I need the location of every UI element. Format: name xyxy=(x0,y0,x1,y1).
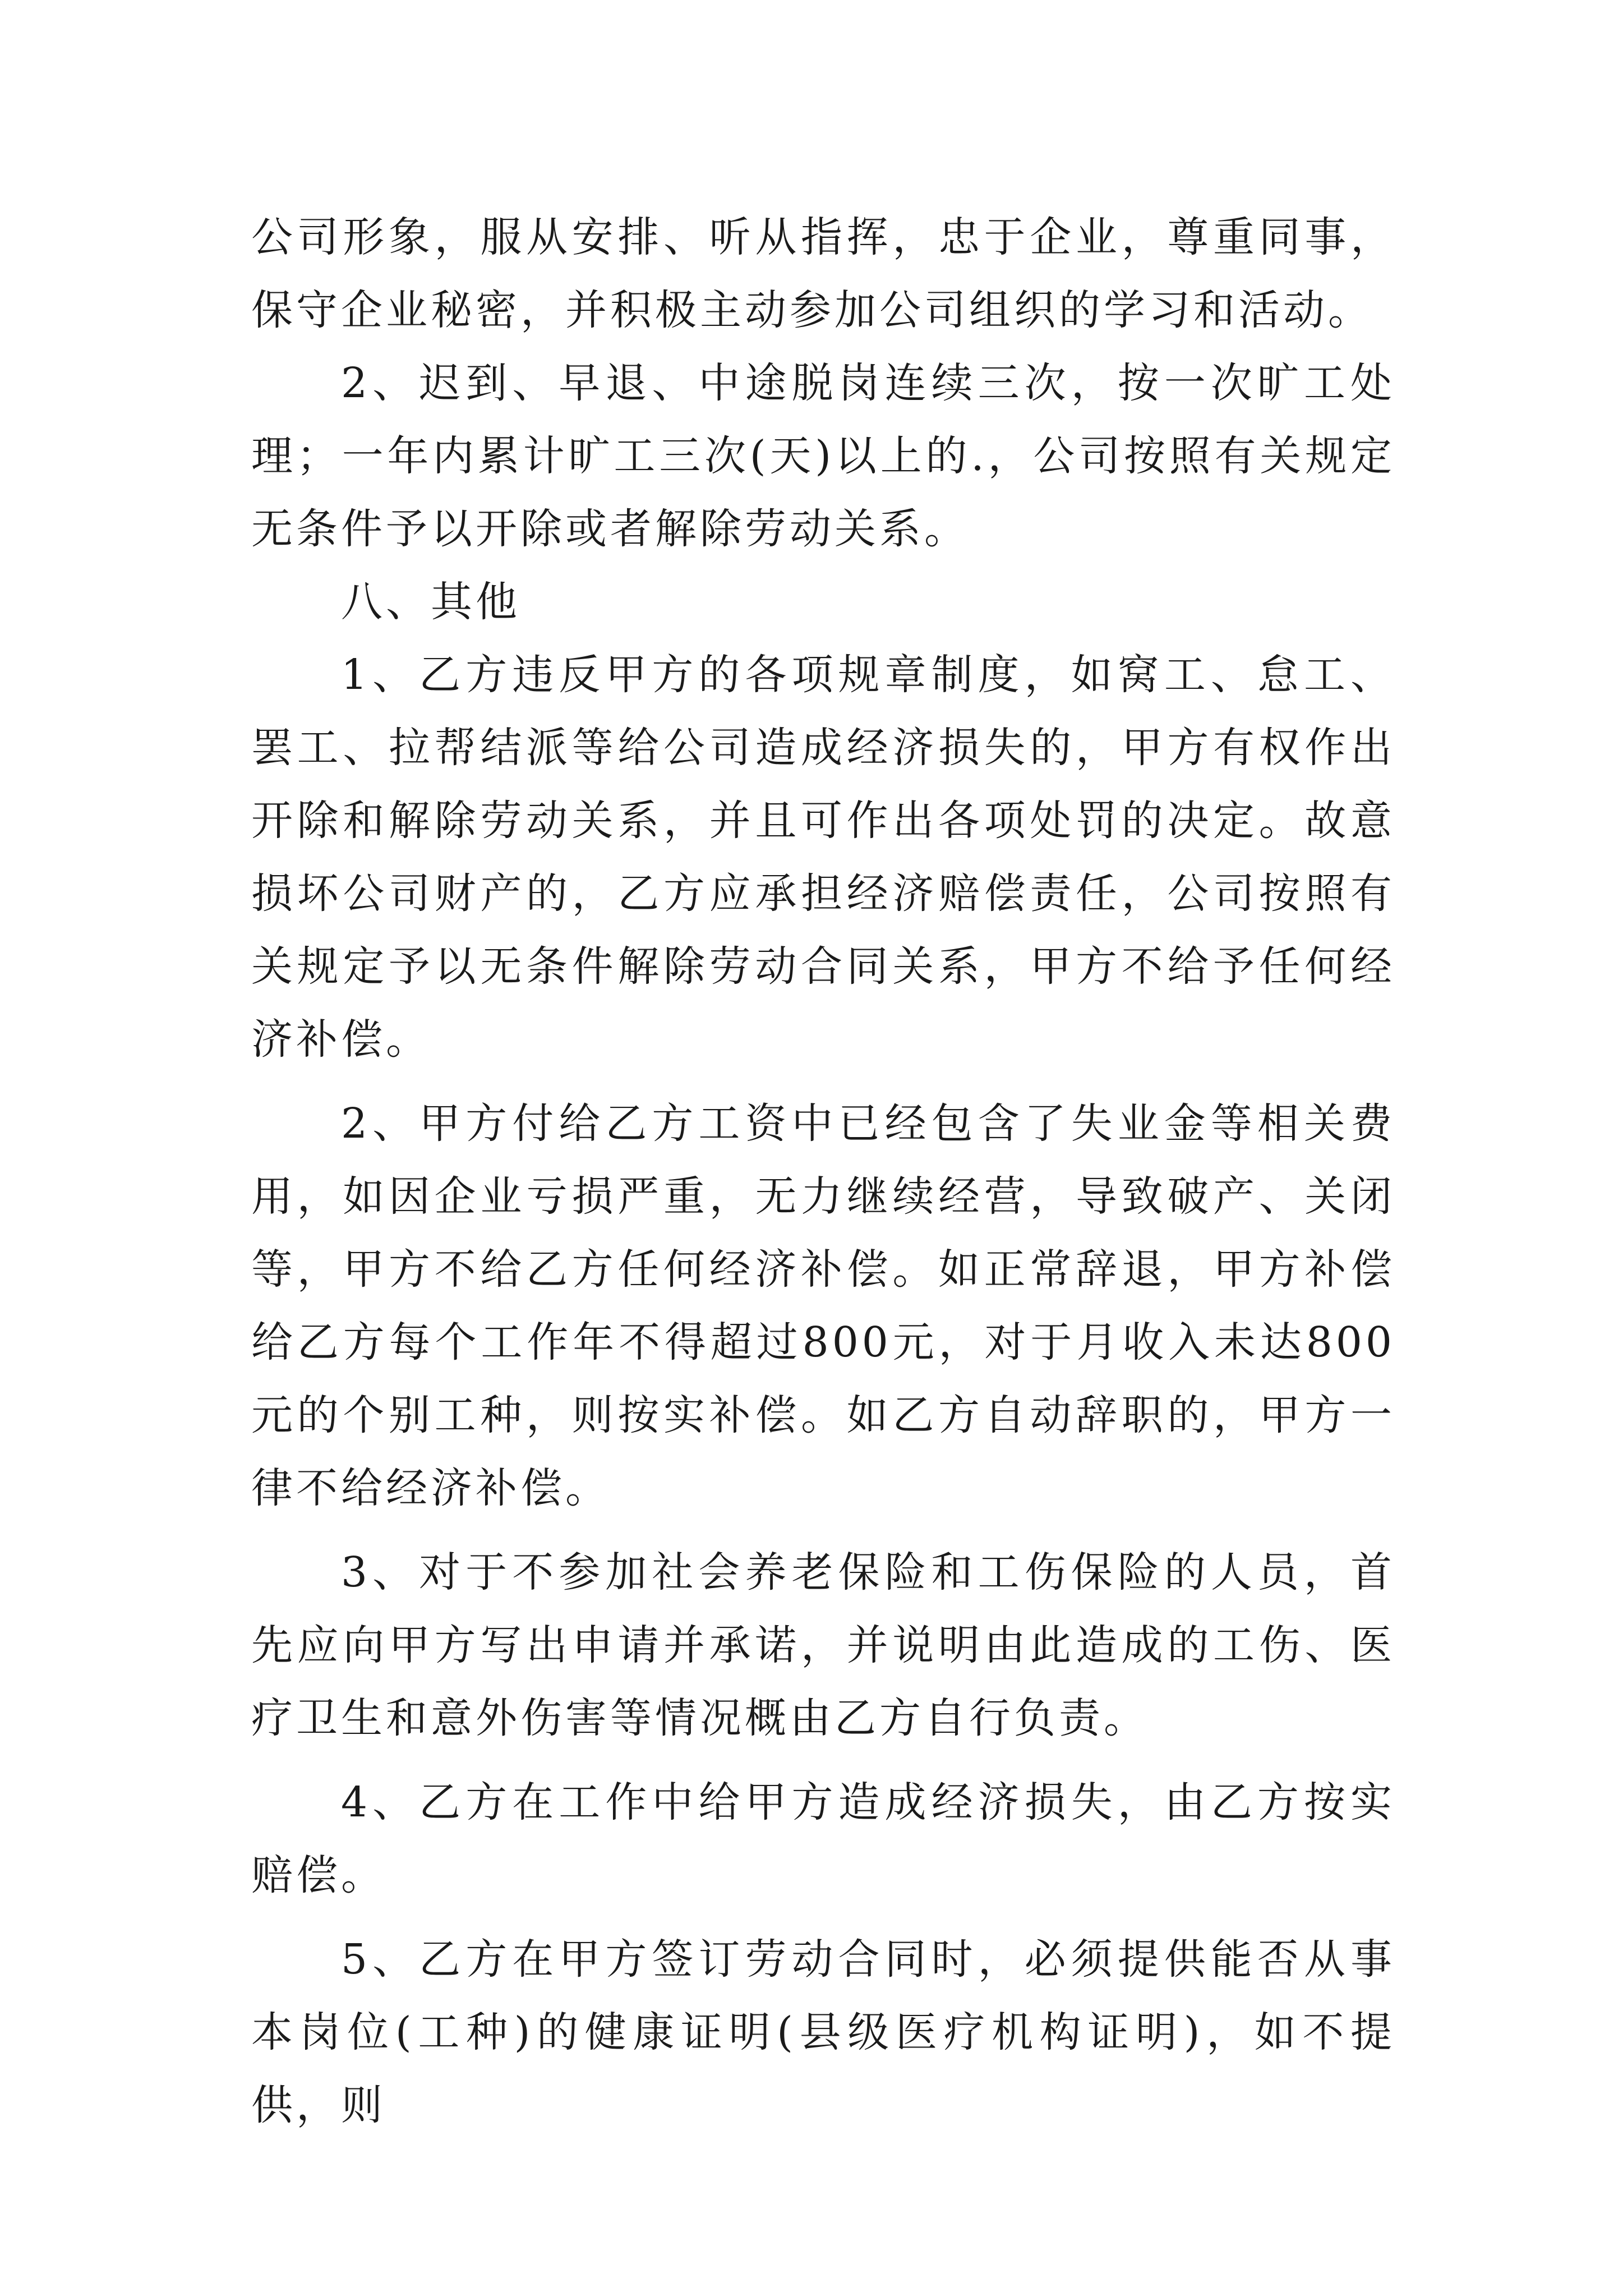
paragraph-clause-2-tardiness: 2、迟到、早退、中途脱岗连续三次，按一次旷工处理；一年内累计旷工三次(天)以上的.，公司按照有关规定无条件予以开除或者解除劳动关系。 xyxy=(251,359,1395,553)
paragraph-continuation: 公司形象，服从安排、听从指挥，忠于企业，尊重同事，保守企业秘密，并积极主动参加公司组织的学习和活动。 xyxy=(251,213,1395,334)
document-body xyxy=(251,201,1395,2142)
paragraph-clause-2-compensation: 2、甲方付给乙方工资中已经包含了失业金等相关费用，如因企业亏损严重，无力继续经营，导致破产、关闭等，甲方不给乙方任何经济补偿。如正常辞退，甲方补偿给乙方每个工作年不得超过800元，对于月收入未达800元的个别工种，则按实补偿。如乙方自动辞职的，甲方一律不给经济补偿。 xyxy=(251,1099,1395,1512)
paragraph-clause-1-violations: 1、乙方违反甲方的各项规章制度，如窝工、怠工、罢工、拉帮结派等给公司造成经济损失的，甲方有权作出开除和解除劳动关系，并且可作出各项处罚的决定。故意损坏公司财产的，乙方应承担经济赔偿责任，公司按照有关规定予以无条件解除劳动合同关系，甲方不给予任何经济补偿。 xyxy=(251,651,1395,1064)
paragraph-clause-3-insurance: 3、对于不参加社会养老保险和工伤保险的人员，首先应向甲方写出申请并承诺，并说明由此造成的工伤、医疗卫生和意外伤害等情况概由乙方自行负责。 xyxy=(251,1548,1395,1742)
section-heading-other: 八、其他 xyxy=(341,578,520,626)
paragraph-clause-5-health-certificate: 5、乙方在甲方签订劳动合同时，必须提供能否从事本岗位(工种)的健康证明(县级医疗机构证明)，如不提供，则 xyxy=(251,1935,1395,2129)
paragraph-clause-4-losses: 4、乙方在工作中给甲方造成经济损失，由乙方按实赔偿。 xyxy=(251,1778,1395,1899)
